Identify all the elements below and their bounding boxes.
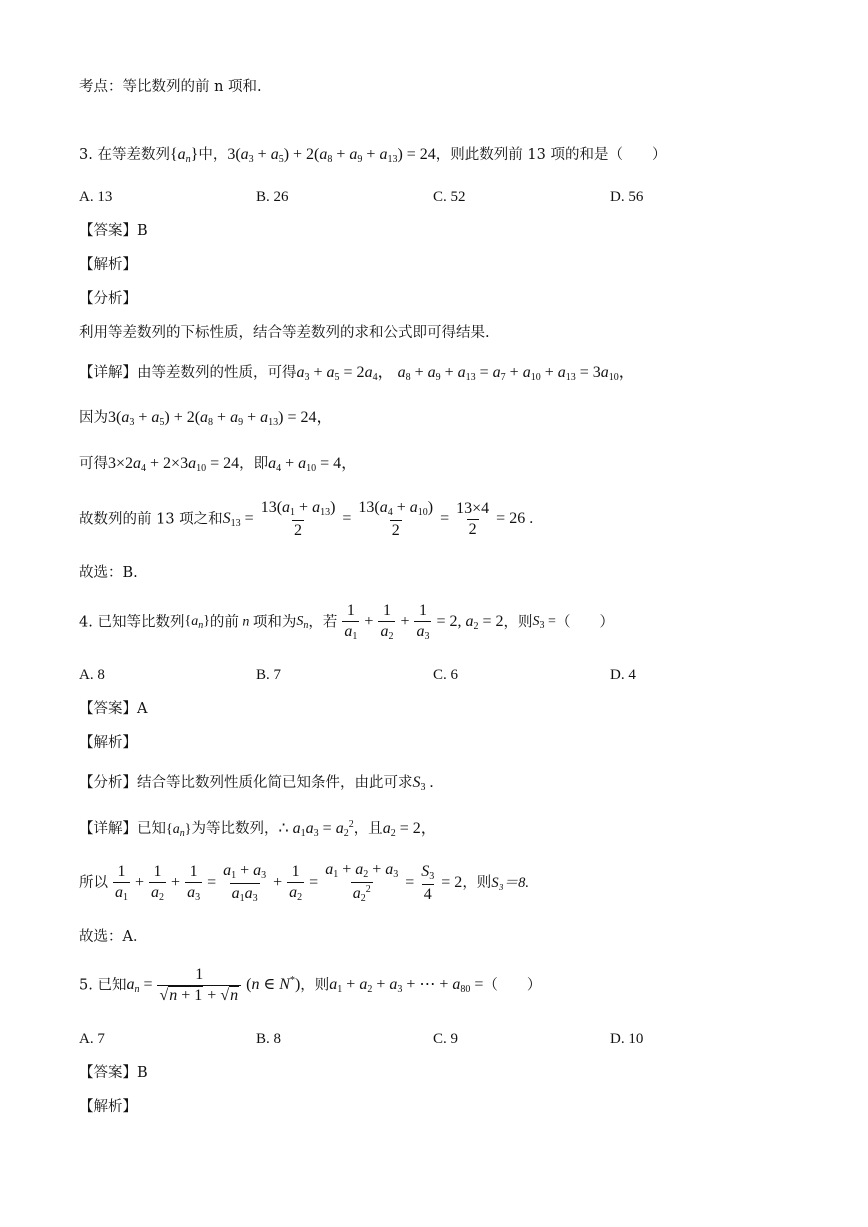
q4-seq-math: $\{a_n\}$: [184, 613, 210, 631]
q4-sn-math: $S_n$: [296, 613, 309, 631]
q4-choose: 故选：A．: [79, 929, 148, 945]
q4-fenxi: 【分析】结合等比数列性质化简已知条件，由此可求: [79, 775, 413, 791]
q3-choose: 故选：B.: [79, 565, 138, 581]
q5-option-c: C. 9: [433, 1031, 459, 1047]
q3-frac-3: $\frac{13\times 4}{2}$: [456, 500, 490, 538]
q5-def-math: $a_n$ = $\frac{1}{√n + 1 + √n}$ (n ∈ N*): [126, 966, 301, 1004]
q5-number: 5.: [79, 977, 93, 994]
q3-number: 3.: [79, 147, 93, 163]
q4-option-b: B. 7: [256, 667, 282, 683]
kaodian-line: 考点：等比数列的前 n 项和.: [79, 79, 262, 95]
q4-result: S₃＝8.: [491, 874, 529, 891]
q4-fenxi-math: $S_3$ .: [412, 774, 434, 793]
q3-option-b: B. 26: [256, 189, 289, 205]
q3-fenxi-text: 利用等差数列的下标性质，结合等差数列的求和公式即可得结果.: [79, 325, 490, 341]
q4-option-d: D. 4: [610, 667, 636, 683]
q4-stem-tail: （ ）: [555, 614, 614, 631]
q5-option-a: A. 7: [79, 1031, 105, 1047]
q3-because-math: $3(a_3 + a_5) + 2(a_8 + a_9 + a_{13}) = 24$，: [108, 409, 333, 428]
q3-jiexi: 【解析】: [79, 257, 137, 273]
q4-stem-mid: 的前: [209, 614, 239, 631]
q3-kede-math: $3\times 2a_4 + 2\times 3a_{10} = 24$: [108, 455, 240, 474]
q3-sum-math: $S_{13}$ = $\frac{13(a_1 + a_{13})}{2}$ = $\frac{13(a_4 + a_{10})}{2}$ = $\frac{13\times 4}{2}$ = 26 .: [222, 499, 534, 539]
q3-kede-line: [79, 456, 357, 474]
q3-guzonghe: 故数列的前 13 项之和: [79, 511, 223, 528]
q3-sequence-math: $\{a_n\}$: [169, 146, 199, 165]
q3-frac-2: $\frac{13(a_4 + a_{10})}{2}$: [358, 499, 434, 539]
q3-condition-math: $3(a_3 + a_5) + 2(a_8 + a_9 + a_{13}) = 24$: [227, 146, 436, 165]
q4-stem: [79, 603, 614, 642]
q4-xiangjie-seq: $\{a_n\}$: [166, 822, 192, 839]
q3-xiangjie-line: [79, 365, 635, 383]
q3-because: 因为: [79, 410, 108, 426]
q4-stem-after: ，则: [503, 614, 533, 631]
q4-number: 4.: [79, 614, 93, 631]
q4-stem-mid2: 项和为: [252, 614, 297, 631]
q4-xiangjie-line: [79, 820, 437, 839]
q4-s3-math: $S_3$ =: [532, 613, 556, 631]
q3-property-math: $a_3 + a_5 = 2a_4$， $a_8 + a_9 + a_{13} = a_7 + a_{10} + a_{13} = 3a_{10}$，: [296, 364, 635, 383]
q4-option-c: C. 6: [433, 667, 459, 683]
q5-sum-math: $a_1 + a_2 + a_3$ + ⋯ + $a_{80}$ =: [329, 975, 484, 995]
q3-ji: ，即: [239, 456, 269, 472]
q3-option-d: D. 56: [610, 189, 644, 205]
q4-n-math: n: [242, 614, 250, 630]
q4-answer: 【答案】A: [79, 701, 148, 717]
q4-suoyi: 所以: [79, 874, 108, 891]
q3-because-line: [79, 410, 332, 428]
q4-xiangjie-b: 为等比数列，: [191, 821, 279, 837]
q3-sum-line: [79, 500, 533, 539]
q3-frac-1: $\frac{13(a_1 + a_{13})}{2}$: [260, 499, 336, 539]
q3-xiangjie-text: 由等差数列的性质，可得: [137, 365, 297, 381]
q4-jiexi: 【解析】: [79, 735, 137, 751]
q4-xiangjie-label: 【详解】: [79, 821, 137, 837]
q3-kede: 可得: [79, 456, 108, 472]
q5-stem-before: 已知: [97, 977, 127, 994]
q4-suoyi-math: $\frac{1}{a_1}$ + $\frac{1}{a_2}$ + $\frac{1}{a_3}$ = $\frac{a_1 + a_3}{a_1a_3}$ + $\frac{1}{a_2}$ = $\frac{a_1 + a_2 + a_3}{a_2^2}$ = $\frac{S_3}{4}$ = 2: [115, 861, 463, 904]
q4-xiangjie-math2: $a_2 = 2$，: [382, 820, 437, 839]
q3-option-c: C. 52: [433, 189, 466, 205]
q4-option-a: A. 8: [79, 667, 105, 683]
q5-option-b: B. 8: [256, 1031, 282, 1047]
q4-condition-math: $\frac{1}{a_1}$ + $\frac{1}{a_2}$ + $\frac{1}{a_3}$ = 2, $a_2 = 2$: [344, 602, 504, 642]
q4-xiangjie-math1: ∴ $a_1a_3 = a_2^2$: [278, 819, 354, 839]
q4-fenxi-line: [79, 775, 434, 793]
q4-suoyi-line: [79, 862, 529, 904]
q5-answer: 【答案】B: [79, 1065, 148, 1081]
q4-stem-before: 已知等比数列: [97, 614, 185, 631]
q3-ji-math: $a_4 + a_{10} = 4$，: [268, 455, 358, 474]
q5-stem: [79, 967, 541, 1004]
q5-stem-tail: （ ）: [483, 977, 542, 994]
q3-fenxi-label: 【分析】: [79, 291, 137, 307]
q4-stem-ruo: ，若: [308, 614, 338, 631]
q3-stem-mid: 中，: [198, 147, 228, 163]
q3-stem-before: 在等差数列: [97, 147, 170, 163]
q3-option-a: A. 13: [79, 189, 113, 205]
q5-stem-after: ，则: [300, 977, 330, 994]
q3-stem-after: ，则此数列前 13 项的和是（ ）: [435, 147, 667, 163]
q3-answer: 【答案】B: [79, 223, 148, 239]
q4-xiangjie-c: ，且: [353, 821, 383, 837]
q3-stem: [79, 147, 666, 165]
q4-ze: ，则: [462, 874, 492, 891]
q3-xiangjie-label: 【详解】: [79, 365, 137, 381]
q5-jiexi: 【解析】: [79, 1099, 137, 1115]
q4-xiangjie-a: 已知: [137, 821, 166, 837]
q5-option-d: D. 10: [610, 1031, 644, 1047]
